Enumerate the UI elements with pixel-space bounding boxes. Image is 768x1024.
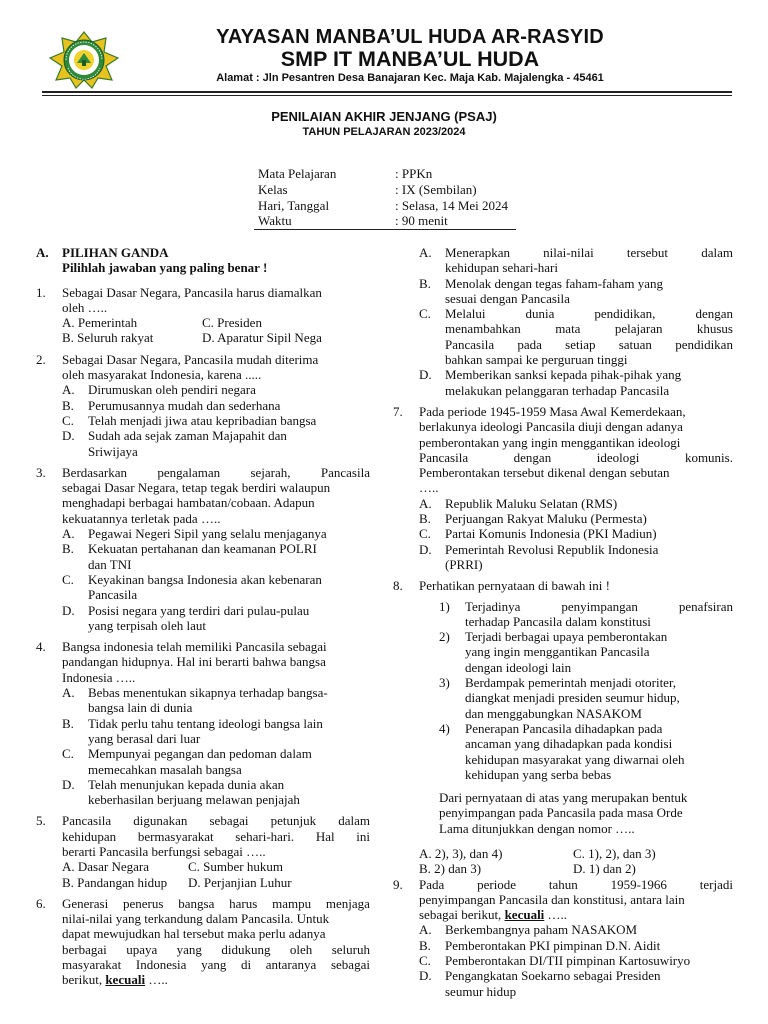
question-text: Pancasila digunakan sebagai petunjuk dalam xyxy=(62,813,370,829)
option-text: melakukan pelanggaran terhadap Pancasila xyxy=(445,382,670,398)
option-a xyxy=(36,526,370,541)
option-c xyxy=(393,953,733,968)
option-c xyxy=(36,572,370,603)
option-a xyxy=(36,382,370,397)
question-text: berikut, kecuali ….. xyxy=(62,972,168,988)
option-letter: C. xyxy=(62,746,74,762)
question-number: 2. xyxy=(36,351,46,367)
option-letter: B. xyxy=(62,541,74,557)
section-title: PILIHAN GANDA xyxy=(62,245,169,260)
question-text: nilai-nilai yang terkandung dalam Pancasila. Untuk xyxy=(62,911,330,927)
section-letter: A. xyxy=(36,245,49,260)
question-text: Pada periode 1945-1959 Masa Awal Kemerdekaan, xyxy=(419,403,686,419)
option-letter: C. xyxy=(419,953,431,969)
option-letter: D. xyxy=(62,602,75,618)
question-number: 7. xyxy=(393,403,403,419)
option-text: Pemberontakan DI/TII pimpinan Kartosuwiryo xyxy=(445,953,691,969)
statement-text: yang ingin menggantikan Pancasila xyxy=(465,644,650,660)
question-text: berlakunya ideologi Pancasila diuji dengan adanya xyxy=(419,419,683,435)
question-text: Generasi penerus bangsa harus mampu menjaga xyxy=(62,895,370,911)
option-text: Telah menjadi jiwa atau kepribadian bangsa xyxy=(88,412,317,428)
option-text: yang terpisah oleh laut xyxy=(88,617,207,633)
question-number: 5. xyxy=(36,813,46,829)
option-b xyxy=(36,541,370,572)
question-number: 4. xyxy=(36,639,46,655)
question-text: Pemberontakan tersebut dikenal dengan sebutan xyxy=(419,465,670,481)
option-b xyxy=(393,276,733,307)
option-letter: B. xyxy=(62,715,74,731)
option-letter: A. xyxy=(419,495,432,511)
option-text: Memberikan sanksi kepada pihak-pihak yang xyxy=(445,367,682,383)
statement-number: 2) xyxy=(439,629,450,645)
question-text: pemberontakan yang ingin menggantikan ideologi xyxy=(419,434,681,450)
kecuali-emphasis: kecuali xyxy=(105,972,146,988)
option-letter: B. xyxy=(419,275,431,291)
statement-text: Terjadinya penyimpangan penafsiran xyxy=(465,598,733,614)
option-letter: C. xyxy=(419,306,431,322)
option-c: C. 1), 2), dan 3) xyxy=(573,845,656,861)
question-text: ….. xyxy=(419,480,439,496)
statement-text: kehidupan masyarakat yang diwarnai oleh xyxy=(465,751,685,767)
option-b: B. 2) dan 3) xyxy=(419,861,482,877)
statement-text: dan menggabungkan NASAKOM xyxy=(465,705,642,721)
statement-text: terhadap Pancasila dalam konstitusi xyxy=(465,613,651,629)
option-d xyxy=(36,603,370,634)
option-letter: C. xyxy=(419,526,431,542)
option-c xyxy=(393,526,733,541)
school-logo xyxy=(36,30,132,90)
question-text: oleh masyarakat Indonesia, karena ..... xyxy=(62,367,262,383)
statement-3 xyxy=(393,675,733,721)
option-text: Sudah ada sejak zaman Majapahit dan xyxy=(88,428,287,444)
option-text: Pemberontakan PKI pimpinan D.N. Aidit xyxy=(445,937,661,953)
question-7 xyxy=(393,404,733,572)
option-a xyxy=(36,685,370,716)
option-a xyxy=(393,245,733,276)
question-3 xyxy=(36,465,370,633)
option-letter: D. xyxy=(419,541,432,557)
question-text: Dari pernyataan di atas yang merupakan bentuk xyxy=(439,790,688,806)
question-1 xyxy=(36,285,370,346)
question-text: Perhatikan pernyataan di bawah ini ! xyxy=(419,578,610,594)
option-letter: C. xyxy=(62,571,74,587)
option-text: (PRRI) xyxy=(445,556,483,572)
option-text: menambahkan mata pelajaran khusus xyxy=(445,321,733,337)
question-number: 8. xyxy=(393,578,403,594)
option-letter: D. xyxy=(419,367,432,383)
option-text: Melalui dunia pendidikan, dengan xyxy=(445,306,733,322)
question-4 xyxy=(36,639,370,807)
option-text: memecahkan masalah bangsa xyxy=(88,761,242,777)
option-letter: B. xyxy=(419,937,431,953)
option-text: Berkembangnya paham NASAKOM xyxy=(445,922,638,938)
option-a: A. Pemerintah xyxy=(62,315,138,331)
question-text: menghadapi berbagai hambatan/cobaan. Adapun xyxy=(62,495,315,511)
option-c xyxy=(36,746,370,777)
section-instruction: Pilihlah jawaban yang paling benar ! xyxy=(62,260,268,276)
question-text: Lama ditunjukkan dengan nomor ….. xyxy=(439,820,635,836)
question-text: penyimpangan Pancasila dan konstitusi, antara lain xyxy=(419,891,685,907)
question-number: 9. xyxy=(393,876,403,892)
statement-number: 3) xyxy=(439,675,450,691)
option-letter: A. xyxy=(62,685,75,701)
option-b xyxy=(36,398,370,413)
header-rule-thin xyxy=(42,95,732,96)
option-c xyxy=(36,413,370,428)
option-text: Perjuangan Rakyat Maluku (Permesta) xyxy=(445,511,647,527)
option-text: Posisi negara yang terdiri dari pulau-pulau xyxy=(88,602,310,618)
option-c: C. Presiden xyxy=(202,315,262,331)
organization-name: YAYASAN MANBA’UL HUDA AR-RASYID xyxy=(216,26,604,48)
option-b xyxy=(393,511,733,526)
school-address: Alamat : Jln Pesantren Desa Banajaran Kec. Maja Kab. Majalengka - 45461 xyxy=(216,72,604,84)
statement-text: dengan ideologi lain xyxy=(465,659,572,675)
option-text: Dirumuskan oleh pendiri negara xyxy=(88,382,256,398)
statement-text: Penerapan Pancasila dihadapkan pada xyxy=(465,720,663,736)
option-letter: D. xyxy=(419,968,432,984)
option-d xyxy=(36,777,370,808)
option-letter: A. xyxy=(419,245,432,260)
info-value: : IX (Sembilan) xyxy=(395,182,477,197)
option-text: Bebas menentukan sikapnya terhadap bangsa- xyxy=(88,685,328,701)
question-5 xyxy=(36,813,370,889)
option-letter: A. xyxy=(62,526,75,542)
option-text: Pemerintah Revolusi Republik Indonesia xyxy=(445,541,659,557)
option-text: Sriwijaya xyxy=(88,443,138,459)
statement-4 xyxy=(393,721,733,782)
option-b: B. Pandangan hidup xyxy=(62,874,168,890)
question-text: Sebagai Dasar Negara, Pancasila mudah diterima xyxy=(62,351,319,367)
info-value: : Selasa, 14 Mei 2024 xyxy=(395,198,509,213)
question-text: kekuatannya terletak pada ….. xyxy=(62,510,221,526)
option-letter: A. xyxy=(62,382,75,398)
exam-year: TAHUN PELAJARAN 2023/2024 xyxy=(302,126,466,138)
statement-number: 4) xyxy=(439,720,450,736)
statement-2 xyxy=(393,629,733,675)
question-number: 1. xyxy=(36,284,46,300)
option-a xyxy=(393,496,733,511)
question-number: 3. xyxy=(36,464,46,480)
option-text: dan TNI xyxy=(88,556,132,572)
question-text: oleh ….. xyxy=(62,299,108,315)
right-column xyxy=(393,245,733,999)
info-label: Hari, Tanggal xyxy=(258,198,330,213)
question-text: Sebagai Dasar Negara, Pancasila harus diamalkan xyxy=(62,284,322,300)
option-a: A. Dasar Negara xyxy=(62,859,149,875)
option-a xyxy=(393,922,733,937)
option-d xyxy=(36,428,370,459)
kecuali-emphasis: kecuali xyxy=(504,907,545,923)
option-b xyxy=(393,938,733,953)
question-text: berarti Pancasila berfungsi sebagai ….. xyxy=(62,843,266,859)
info-rule xyxy=(254,229,516,230)
option-text: Republik Maluku Selatan (RMS) xyxy=(445,495,618,511)
question-6-options xyxy=(393,245,733,398)
option-text: Pancasila xyxy=(88,587,138,603)
info-value: : 90 menit xyxy=(395,213,448,228)
option-d: D. Aparatur Sipil Nega xyxy=(202,330,322,346)
question-9 xyxy=(393,877,733,999)
statement-text: kehidupan yang serba bebas xyxy=(465,766,612,782)
option-letter: C. xyxy=(62,412,74,428)
option-a: A. 2), 3), dan 4) xyxy=(419,845,503,861)
question-text: kehidupan bermasyarakat sehari-hari. Hal ini xyxy=(62,828,370,844)
option-b: B. Seluruh rakyat xyxy=(62,330,154,346)
info-label: Mata Pelajaran xyxy=(258,166,337,181)
statement-text: ancaman yang dihadapkan pada kondisi xyxy=(465,736,673,752)
question-number: 6. xyxy=(36,895,46,911)
option-text: Keyakinan bangsa Indonesia akan kebenaran xyxy=(88,571,322,587)
option-text: bahkan sampai ke perguruan tinggi xyxy=(445,352,628,368)
question-text: pandangan hidupnya. Hal ini berarti bahwa bangsa xyxy=(62,654,326,670)
question-text: penyimpangan pada Pancasila pada masa Orde xyxy=(439,805,683,821)
option-text: Tidak perlu tahu tentang ideologi bangsa lain xyxy=(88,715,323,731)
option-c xyxy=(393,306,733,367)
option-text: Menolak dengan tegas faham-faham yang xyxy=(445,275,664,291)
header-rule-thick xyxy=(42,91,732,93)
option-c: C. Sumber hukum xyxy=(188,859,283,875)
option-text: Pengangkatan Soekarno sebagai Presiden xyxy=(445,968,661,984)
option-letter: B. xyxy=(62,397,74,413)
question-text: Indonesia ….. xyxy=(62,669,136,685)
option-d xyxy=(393,542,733,573)
option-text: Partai Komunis Indonesia (PKI Madiun) xyxy=(445,526,657,542)
question-text: berbagai upaya yang didukung oleh seluruh xyxy=(62,941,370,957)
question-text: Pada periode tahun 1959-1966 terjadi xyxy=(419,876,733,892)
option-d xyxy=(393,968,733,999)
question-2 xyxy=(36,352,370,459)
option-text: kehidupan sehari-hari xyxy=(445,260,558,276)
option-text: seumur hidup xyxy=(445,983,517,999)
option-text: Pancasila pada setiap satuan pendidikan xyxy=(445,336,733,352)
question-text: sebagai berikut, kecuali ….. xyxy=(419,907,568,923)
option-text: bangsa lain di dunia xyxy=(88,700,193,716)
section-heading xyxy=(36,245,370,276)
question-text: masyarakat Indonesia yang di antaranya sebagai xyxy=(62,957,370,973)
option-b xyxy=(36,716,370,747)
option-text: Perumusannya mudah dan sederhana xyxy=(88,397,281,413)
question-text: sebagai Dasar Negara, tetap tegak berdiri walaupun xyxy=(62,480,331,496)
statement-text: diangkat menjadi presiden seumur hidup, xyxy=(465,690,680,706)
option-text: yang berasal dari luar xyxy=(88,730,201,746)
info-label: Waktu xyxy=(258,213,292,228)
info-label: Kelas xyxy=(258,182,288,197)
question-8 xyxy=(393,578,733,876)
option-d: D. Perjanjian Luhur xyxy=(188,874,292,890)
exam-title: PENILAIAN AKHIR JENJANG (PSAJ) xyxy=(271,109,497,124)
left-column xyxy=(36,245,370,988)
statement-1 xyxy=(393,599,733,630)
option-letter: B. xyxy=(419,511,431,527)
option-d xyxy=(393,367,733,398)
option-text: keberhasilan berjuang melawan penjajah xyxy=(88,792,300,808)
question-text: dapat mewujudkan hal tersebut maka perlu adanya xyxy=(62,926,326,942)
option-letter: D. xyxy=(62,428,75,444)
question-text: Bangsa indonesia telah memiliki Pancasila sebagai xyxy=(62,639,327,655)
option-text: Kekuatan pertahanan dan keamanan POLRI xyxy=(88,541,317,557)
statement-text: Berdampak pemerintah menjadi otoriter, xyxy=(465,675,677,691)
statement-number: 1) xyxy=(439,598,450,614)
question-text: Pancasila dengan ideologi komunis. xyxy=(419,449,733,465)
option-d: D. 1) dan 2) xyxy=(573,861,636,877)
option-text: Pegawai Negeri Sipil yang selalu menjaganya xyxy=(88,526,327,542)
school-name: SMP IT MANBA’UL HUDA xyxy=(280,47,540,71)
option-letter: D. xyxy=(62,776,75,792)
question-6 xyxy=(36,896,370,988)
info-value: : PPKn xyxy=(395,166,433,181)
option-text: sesuai dengan Pancasila xyxy=(445,290,570,306)
option-text: Telah menunjukan kepada dunia akan xyxy=(88,776,285,792)
question-text: Berdasarkan pengalaman sejarah, Pancasila xyxy=(62,464,370,480)
statement-text: Terjadi berbagai upaya pemberontakan xyxy=(465,629,668,645)
option-letter: A. xyxy=(419,922,432,938)
option-text: Mempunyai pegangan dan pedoman dalam xyxy=(88,746,312,762)
option-text: Menerapkan nilai-nilai tersebut dalam xyxy=(445,245,733,260)
